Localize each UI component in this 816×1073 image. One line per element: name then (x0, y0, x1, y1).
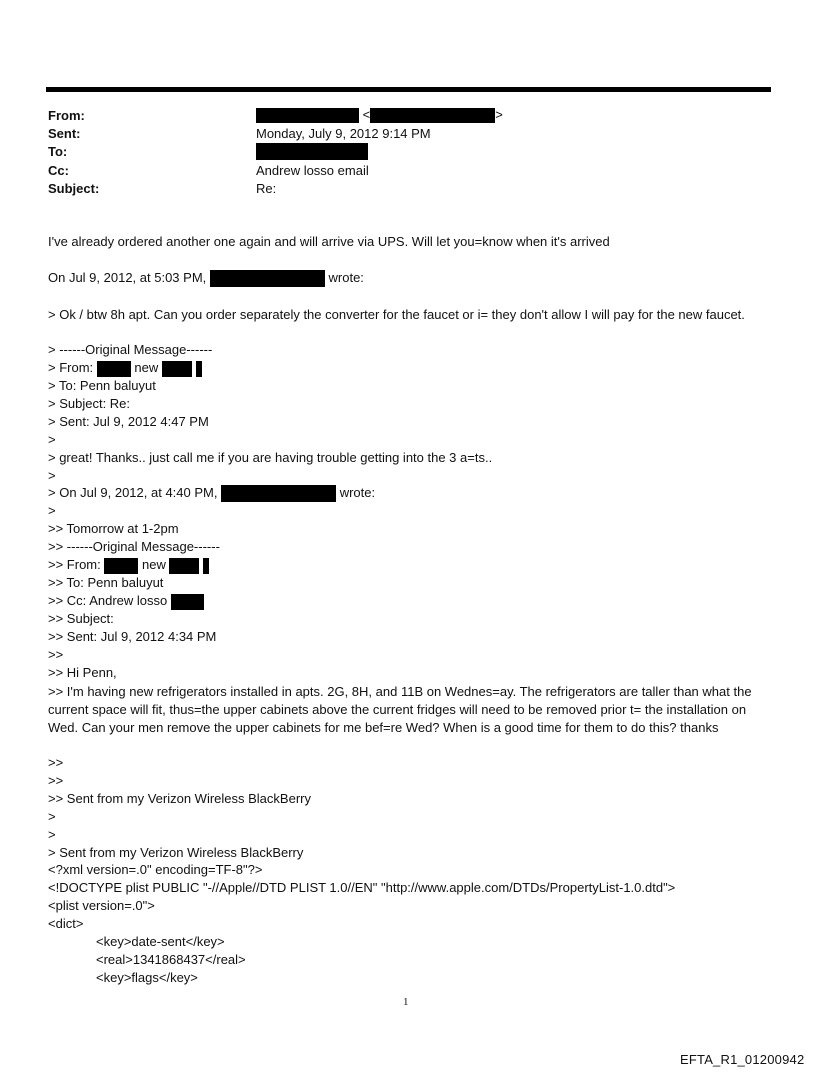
from-label: From: (48, 108, 85, 123)
quote-blank: > (48, 503, 56, 518)
nested-blank: >> (48, 755, 64, 770)
xml-dict-open: <dict> (48, 916, 84, 931)
redaction-box (169, 558, 199, 574)
cc-label: Cc: (48, 163, 69, 178)
redaction-box (370, 108, 495, 123)
redaction-box (256, 108, 359, 123)
quote-from-line (48, 360, 202, 377)
document-id: EFTA_R1_01200942 (680, 1052, 805, 1067)
quote-signature: > Sent from my Verizon Wireless BlackBerry (48, 845, 304, 860)
page-number: 1 (403, 996, 409, 1008)
quote-to-line: > To: Penn baluyut (48, 378, 156, 393)
redaction-box (196, 361, 202, 377)
on-line (48, 270, 364, 287)
to-label: To: (48, 144, 68, 159)
nested-blank: >> (48, 773, 64, 788)
quote-original-message: > ------Original Message------ (48, 342, 213, 357)
quote-sent-line: > Sent: Jul 9, 2012 4:47 PM (48, 414, 209, 429)
on-suffix: wrote: (328, 270, 364, 285)
from-lt: < (362, 107, 371, 122)
nested-subject-line: >> Subject: (48, 611, 114, 626)
sent-label: Sent: (48, 126, 81, 141)
redaction-box (97, 361, 131, 377)
nested-original-message: >> ------Original Message------ (48, 539, 220, 554)
nested-cc-line (48, 593, 204, 610)
quote-on-prefix: > On Jul 9, 2012, at 4:40 PM, (48, 485, 218, 500)
on-prefix: On Jul 9, 2012, at 5:03 PM, (48, 270, 207, 285)
xml-doctype: <!DOCTYPE plist PUBLIC "-//Apple//DTD PLIST 1.0//EN" "http://www.apple.com/DTDs/PropertyList-1.0.dtd"> (48, 880, 676, 895)
nested-tomorrow-line: >> Tomorrow at 1-2pm (48, 521, 179, 536)
quote-on-line (48, 485, 375, 502)
quote-on-suffix: wrote: (339, 485, 376, 500)
nested-greeting: >> Hi Penn, (48, 665, 117, 680)
quote-blank: > (48, 827, 56, 842)
xml-key-flags: <key>flags</key> (96, 970, 198, 985)
nested-paragraph: >> I'm having new refrigerators installed in apts. 2G, 8H, and 11B on Wednes=ay. The refrigerators are taller than what the current space will fit, thus=the upper cabinets above the current fridges will need to be removed prior t= the installation on Wed. Can your men remove the upper cabinets for me bef=re Wed? When is a good time for them to do this? thanks (48, 684, 752, 735)
xml-plist-open: <plist version=.0"> (48, 898, 155, 913)
nested-cc-prefix: >> Cc: Andrew losso (48, 593, 168, 608)
nested-from-mid: new (142, 557, 166, 572)
from-gt: > (495, 107, 503, 122)
redaction-box (256, 143, 368, 160)
sent-value: Monday, July 9, 2012 9:14 PM (256, 126, 431, 141)
subject-value: Re: (256, 181, 277, 196)
cc-value: Andrew losso email (256, 163, 369, 178)
xml-real-value: <real>1341868437</real> (96, 952, 246, 967)
xml-key-date-sent: <key>date-sent</key> (96, 934, 225, 949)
nested-from-prefix: >> From: (48, 557, 101, 572)
xml-declaration: <?xml version=.0" encoding=TF-8"?> (48, 862, 263, 877)
header-rule (46, 87, 771, 92)
redaction-box (162, 361, 192, 377)
quote-blank: > (48, 432, 56, 447)
quote-from-prefix: > From: (48, 360, 94, 375)
redaction-box (210, 270, 325, 287)
quote-subject-line: > Subject: Re: (48, 396, 131, 411)
redaction-box (203, 558, 209, 574)
redaction-box (221, 485, 336, 502)
nested-to-line: >> To: Penn baluyut (48, 575, 164, 590)
quote-paragraph-1: > Ok / btw 8h apt. Can you order separately the converter for the faucet or i= they don't allow I will pay for the new faucet. (48, 307, 745, 322)
quote-great-line: > great! Thanks.. just call me if you are having trouble getting into the 3 a=ts.. (48, 450, 493, 465)
from-value (256, 107, 503, 123)
nested-from-line (48, 557, 209, 574)
quote-blank: > (48, 468, 56, 483)
subject-label: Subject: (48, 181, 100, 196)
intro-text: I've already ordered another one again and will arrive via UPS. Will let you=know when it's arrived (48, 234, 610, 249)
nested-signature: >> Sent from my Verizon Wireless BlackBerry (48, 791, 311, 806)
redaction-box (104, 558, 138, 574)
to-value (256, 143, 368, 160)
redaction-box (171, 594, 204, 610)
nested-sent-line: >> Sent: Jul 9, 2012 4:34 PM (48, 629, 217, 644)
nested-blank: >> (48, 647, 64, 662)
quote-from-mid: new (134, 360, 159, 375)
quote-blank: > (48, 809, 56, 824)
